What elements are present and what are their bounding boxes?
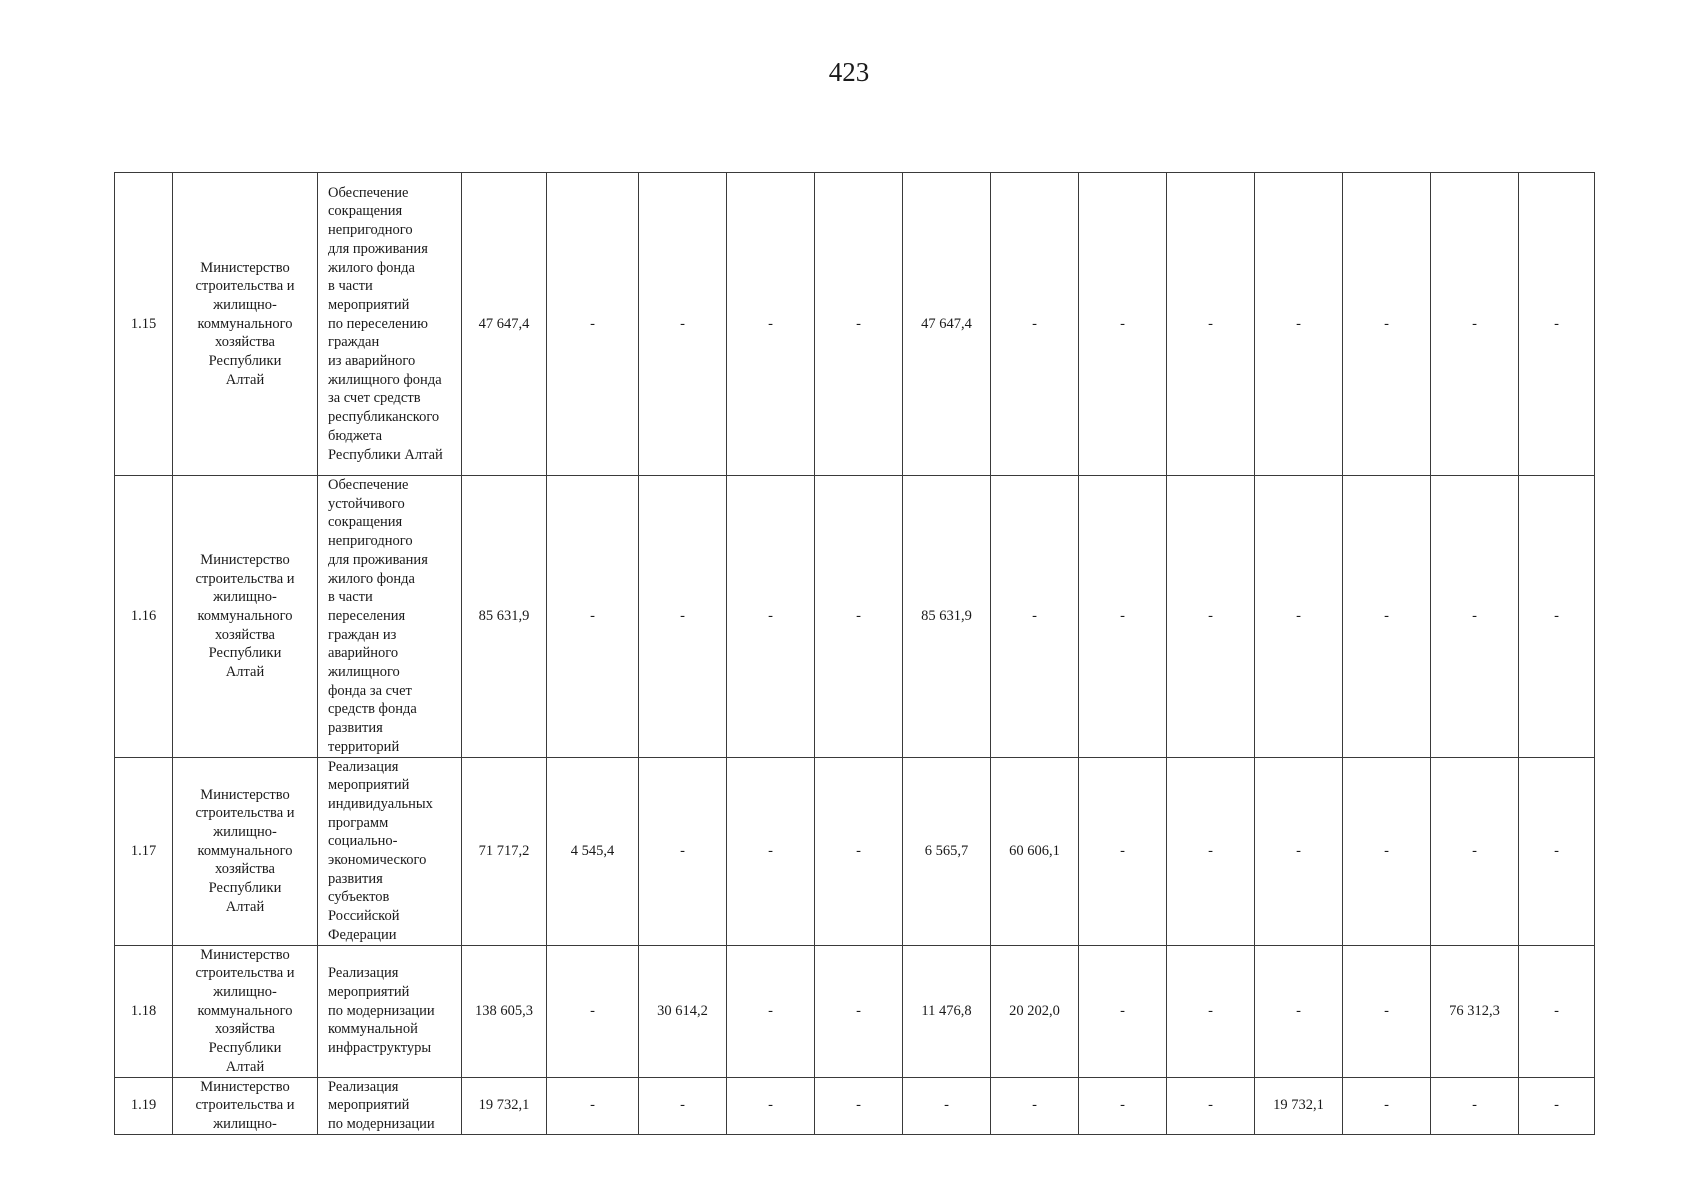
value-cell: - <box>639 1077 727 1134</box>
value-cell: 19 732,1 <box>462 1077 547 1134</box>
value-cell: 30 614,2 <box>639 945 727 1077</box>
value-cell: - <box>903 1077 991 1134</box>
agency-cell: Министерство строительства и жилищно- коммунального хозяйства Республики Алтай <box>173 945 318 1077</box>
value-cell: - <box>815 476 903 758</box>
value-cell: - <box>639 757 727 945</box>
value-cell: - <box>991 476 1079 758</box>
value-cell: - <box>1255 757 1343 945</box>
row-number: 1.15 <box>115 173 173 476</box>
row-number: 1.19 <box>115 1077 173 1134</box>
description-cell: Обеспечение сокращения непригодного для проживания жилого фонда в части мероприятий по переселению граждан из аварийного жилищного фонда за счет средств республиканского бюджета Республики Алтай <box>318 173 462 476</box>
value-cell: - <box>1519 173 1595 476</box>
value-cell: - <box>547 1077 639 1134</box>
value-cell: - <box>815 757 903 945</box>
table-row <box>115 1077 1595 1134</box>
value-cell: - <box>815 1077 903 1134</box>
value-cell: 11 476,8 <box>903 945 991 1077</box>
value-cell: - <box>727 757 815 945</box>
budget-table <box>114 172 1595 1135</box>
value-cell: - <box>727 476 815 758</box>
value-cell: 20 202,0 <box>991 945 1079 1077</box>
row-number: 1.16 <box>115 476 173 758</box>
value-cell: - <box>1431 476 1519 758</box>
description-cell: Реализация мероприятий индивидуальных программ социально- экономического развития субъектов Российской Федерации <box>318 757 462 945</box>
value-cell: 47 647,4 <box>903 173 991 476</box>
value-cell: - <box>547 476 639 758</box>
value-cell: - <box>1431 173 1519 476</box>
value-cell: - <box>1079 476 1167 758</box>
table-row <box>115 945 1595 1077</box>
value-cell: - <box>1343 945 1431 1077</box>
value-cell: 4 545,4 <box>547 757 639 945</box>
description-cell: Обеспечение устойчивого сокращения непригодного для проживания жилого фонда в части переселения граждан из аварийного жилищного фонда за счет средств фонда развития территорий <box>318 476 462 758</box>
value-cell: - <box>1519 1077 1595 1134</box>
agency-cell: Министерство строительства и жилищно- коммунального хозяйства Республики Алтай <box>173 476 318 758</box>
value-cell: - <box>1167 757 1255 945</box>
description-cell: Реализация мероприятий по модернизации <box>318 1077 462 1134</box>
description-cell: Реализация мероприятий по модернизации коммунальной инфраструктуры <box>318 945 462 1077</box>
value-cell: - <box>1167 945 1255 1077</box>
value-cell: - <box>639 476 727 758</box>
value-cell: - <box>547 945 639 1077</box>
value-cell: - <box>1431 757 1519 945</box>
value-cell: - <box>1255 945 1343 1077</box>
value-cell: 19 732,1 <box>1255 1077 1343 1134</box>
value-cell: - <box>815 945 903 1077</box>
value-cell: - <box>1343 757 1431 945</box>
value-cell: - <box>1343 1077 1431 1134</box>
agency-cell: Министерство строительства и жилищно- коммунального хозяйства Республики Алтай <box>173 757 318 945</box>
value-cell: 6 565,7 <box>903 757 991 945</box>
value-cell: 47 647,4 <box>462 173 547 476</box>
value-cell: - <box>727 945 815 1077</box>
row-number: 1.18 <box>115 945 173 1077</box>
table-row <box>115 173 1595 476</box>
value-cell: - <box>1167 476 1255 758</box>
value-cell: - <box>1079 1077 1167 1134</box>
value-cell: - <box>1167 173 1255 476</box>
value-cell: 138 605,3 <box>462 945 547 1077</box>
value-cell: - <box>815 173 903 476</box>
page-number: 423 <box>828 57 870 87</box>
value-cell: - <box>1519 757 1595 945</box>
value-cell: - <box>547 173 639 476</box>
value-cell: 85 631,9 <box>462 476 547 758</box>
value-cell: - <box>727 173 815 476</box>
value-cell: 85 631,9 <box>903 476 991 758</box>
value-cell: - <box>727 1077 815 1134</box>
row-number: 1.17 <box>115 757 173 945</box>
agency-cell: Министерство строительства и жилищно- коммунального хозяйства Республики Алтай <box>173 173 318 476</box>
value-cell: - <box>1343 173 1431 476</box>
value-cell: - <box>1431 1077 1519 1134</box>
value-cell: 60 606,1 <box>991 757 1079 945</box>
value-cell: - <box>1079 173 1167 476</box>
value-cell: - <box>1255 476 1343 758</box>
value-cell: - <box>1079 945 1167 1077</box>
value-cell: - <box>639 173 727 476</box>
value-cell: - <box>1343 476 1431 758</box>
value-cell: 76 312,3 <box>1431 945 1519 1077</box>
value-cell: - <box>1519 476 1595 758</box>
value-cell: - <box>1079 757 1167 945</box>
table-row <box>115 757 1595 945</box>
table-row <box>115 476 1595 758</box>
value-cell: - <box>1255 173 1343 476</box>
value-cell: - <box>1519 945 1595 1077</box>
agency-cell: Министерство строительства и жилищно- <box>173 1077 318 1134</box>
value-cell: - <box>1167 1077 1255 1134</box>
value-cell: - <box>991 173 1079 476</box>
value-cell: 71 717,2 <box>462 757 547 945</box>
value-cell: - <box>991 1077 1079 1134</box>
